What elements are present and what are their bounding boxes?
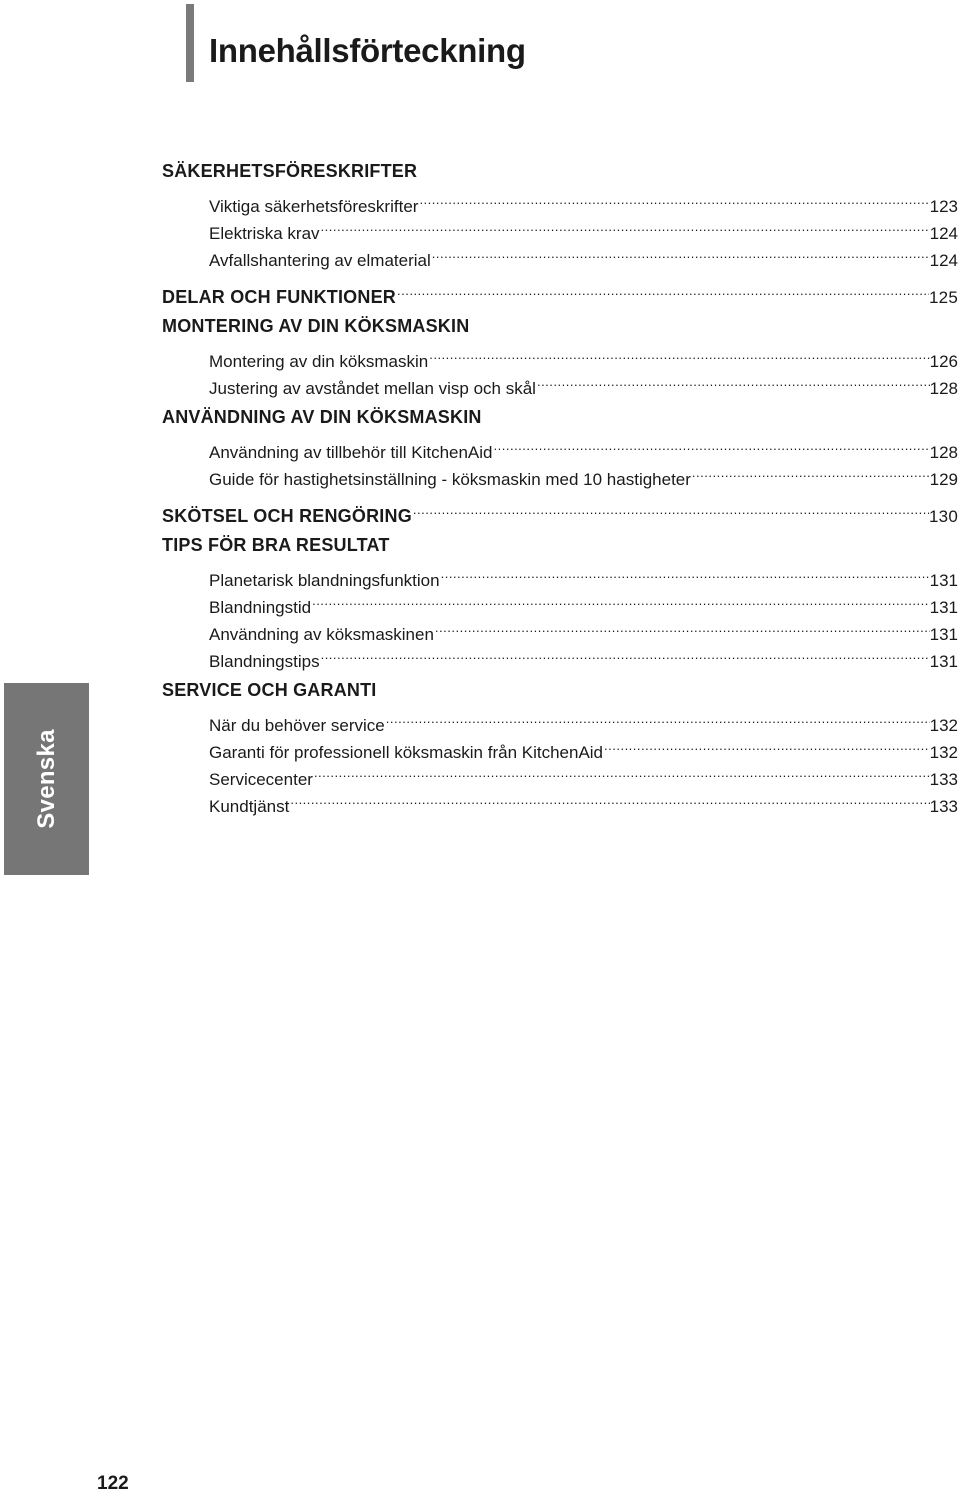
- toc-page-number: 125: [929, 288, 958, 307]
- toc-page-number: 130: [929, 507, 958, 526]
- toc-section-delar-och-funktioner: [162, 276, 958, 307]
- dot-leader: [431, 239, 930, 266]
- dot-leader: [434, 613, 930, 640]
- dot-leader: [320, 212, 930, 239]
- toc-section-anvandning-av-din-koksmaskin: ANVÄNDNING AV DIN KÖKSMASKIN: [162, 407, 482, 427]
- dot-leader: [313, 758, 930, 785]
- toc-page-number: 133: [929, 770, 958, 789]
- toc-entry-label: Användning av köksmaskinen: [209, 625, 434, 644]
- toc-entry-label: Viktiga säkerhetsföreskrifter: [209, 197, 419, 216]
- toc-section-tips-for-bra-resultat: TIPS FÖR BRA RESULTAT: [162, 535, 390, 555]
- toc-page-number: 129: [929, 470, 958, 489]
- toc-page-number: 132: [929, 716, 958, 735]
- toc-page-number: 124: [929, 224, 958, 243]
- dot-leader: [418, 185, 929, 212]
- toc-entry-label: När du behöver service: [209, 716, 385, 735]
- dot-leader: [320, 640, 930, 667]
- toc-section-sakerhetsforeskrifter: SÄKERHETSFÖRESKRIFTER: [162, 161, 418, 181]
- dot-leader: [311, 586, 930, 613]
- toc-entry: [162, 340, 958, 371]
- toc-entry-label: Guide för hastighetsinställning - köksmaskin med 10 hastigheter: [209, 470, 691, 489]
- dot-leader: [385, 704, 930, 731]
- toc-page-number: 132: [929, 743, 958, 762]
- toc-entry-label: Servicecenter: [209, 770, 313, 789]
- toc-page-number: 123: [929, 197, 958, 216]
- toc-section-service-och-garanti: SERVICE OCH GARANTI: [162, 680, 377, 700]
- toc-page-number: 131: [929, 571, 958, 590]
- dot-leader: [412, 495, 929, 522]
- dot-leader: [289, 785, 929, 812]
- title-accent-bar: [186, 4, 194, 82]
- toc-entry-label: Montering av din köksmaskin: [209, 352, 429, 371]
- toc-entry-label: Elektriska krav: [209, 224, 320, 243]
- toc-page-number: 128: [929, 443, 958, 462]
- language-tab: [4, 683, 89, 875]
- page-title: Innehållsförteckning: [209, 32, 526, 69]
- toc-page-number: 124: [929, 251, 958, 270]
- toc-entry: [162, 704, 958, 735]
- language-tab-label: Svenska: [32, 729, 60, 829]
- toc-page-number: 131: [929, 625, 958, 644]
- toc-entry-label: Planetarisk blandningsfunktion: [209, 571, 440, 590]
- toc-page-number: 128: [929, 379, 958, 398]
- dot-leader: [691, 458, 930, 485]
- toc-section-montering-av-din-koksmaskin: MONTERING AV DIN KÖKSMASKIN: [162, 316, 470, 336]
- toc-entry-label: Avfallshantering av elmaterial: [209, 251, 431, 270]
- dot-leader: [493, 431, 930, 458]
- toc-entry-label: Justering av avståndet mellan visp och skål: [209, 379, 536, 398]
- toc-entry: [162, 559, 958, 590]
- toc-entry-label: DELAR OCH FUNKTIONER: [162, 287, 396, 307]
- dot-leader: [396, 276, 929, 303]
- toc-page-number: 133: [929, 797, 958, 816]
- toc-page-number: 131: [929, 598, 958, 617]
- dot-leader: [603, 731, 930, 758]
- toc-entry: [162, 431, 958, 462]
- dot-leader: [440, 559, 930, 586]
- toc-section-skotsel-och-rengoring: [162, 495, 958, 526]
- toc-entry-label: Blandningstips: [209, 652, 320, 671]
- toc-entry-label: Blandningstid: [209, 598, 312, 617]
- page-number: 122: [97, 1473, 129, 1494]
- toc-entry-label: SKÖTSEL OCH RENGÖRING: [162, 506, 412, 526]
- toc-entry-label: Kundtjänst: [209, 797, 290, 816]
- dot-leader: [428, 340, 929, 367]
- toc-entry-label: Garanti för professionell köksmaskin från KitchenAid: [209, 743, 604, 762]
- table-of-contents: [162, 158, 958, 816]
- toc-entry-label: Användning av tillbehör till KitchenAid: [209, 443, 493, 462]
- toc-page-number: 126: [929, 352, 958, 371]
- toc-page-number: 131: [929, 652, 958, 671]
- dot-leader: [536, 367, 930, 394]
- toc-entry: [162, 185, 958, 216]
